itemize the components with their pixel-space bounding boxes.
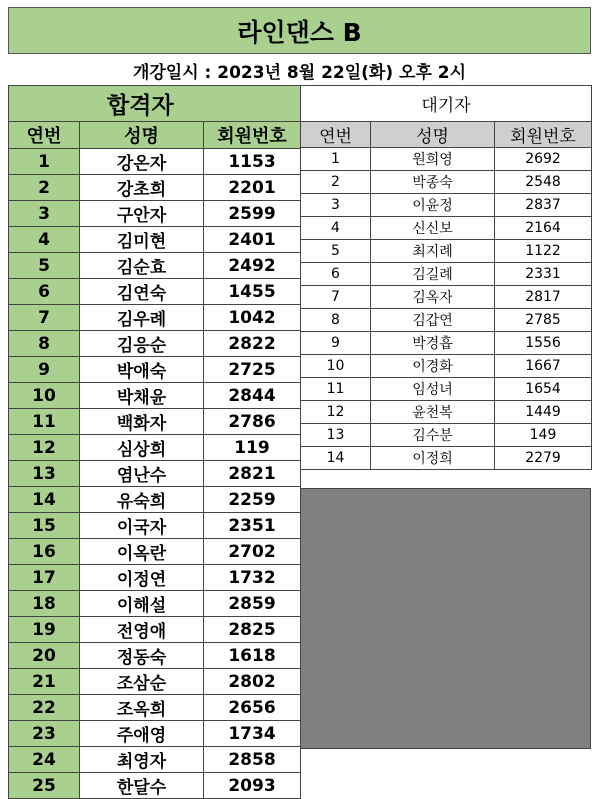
accepted-row <box>9 149 301 175</box>
accepted-cell-no: 10 <box>9 383 80 409</box>
accepted-row <box>9 201 301 227</box>
waitlist-cell-member-id: 1667 <box>495 355 592 378</box>
accepted-row <box>9 513 301 539</box>
waitlist-cell-name: 이정희 <box>371 447 495 470</box>
accepted-cell-name: 조삼순 <box>80 669 204 695</box>
accepted-header-member-id: 회원번호 <box>204 122 301 149</box>
waitlist-cell-name: 원희영 <box>371 148 495 171</box>
accepted-cell-no: 20 <box>9 643 80 669</box>
accepted-cell-member-id: 2725 <box>204 357 301 383</box>
accepted-cell-member-id: 2492 <box>204 253 301 279</box>
accepted-cell-no: 13 <box>9 461 80 487</box>
accepted-cell-name: 조옥희 <box>80 695 204 721</box>
waitlist-cell-no: 9 <box>301 332 371 355</box>
accepted-row <box>9 695 301 721</box>
waitlist-row <box>301 286 592 309</box>
waitlist-cell-name: 이윤정 <box>371 194 495 217</box>
waitlist-cell-no: 14 <box>301 447 371 470</box>
waitlist-row <box>301 378 592 401</box>
accepted-cell-no: 14 <box>9 487 80 513</box>
accepted-section-label: 합격자 <box>9 86 301 122</box>
accepted-row <box>9 279 301 305</box>
accepted-cell-member-id: 2351 <box>204 513 301 539</box>
accepted-cell-no: 6 <box>9 279 80 305</box>
accepted-cell-no: 2 <box>9 175 80 201</box>
accepted-row <box>9 435 301 461</box>
accepted-cell-member-id: 1618 <box>204 643 301 669</box>
accepted-cell-member-id: 2093 <box>204 773 301 799</box>
accepted-cell-member-id: 2859 <box>204 591 301 617</box>
accepted-cell-name: 염난수 <box>80 461 204 487</box>
accepted-row <box>9 539 301 565</box>
accepted-cell-no: 25 <box>9 773 80 799</box>
waitlist-row <box>301 447 592 470</box>
accepted-row <box>9 591 301 617</box>
waitlist-cell-name: 김옥자 <box>371 286 495 309</box>
waitlist-cell-name: 김길례 <box>371 263 495 286</box>
accepted-cell-name: 심상희 <box>80 435 204 461</box>
waitlist-cell-no: 8 <box>301 309 371 332</box>
accepted-cell-no: 5 <box>9 253 80 279</box>
waitlist-cell-no: 3 <box>301 194 371 217</box>
accepted-cell-name: 백화자 <box>80 409 204 435</box>
accepted-cell-no: 1 <box>9 149 80 175</box>
waitlist-cell-name: 김갑연 <box>371 309 495 332</box>
accepted-row <box>9 669 301 695</box>
accepted-cell-name: 유숙희 <box>80 487 204 513</box>
waitlist-section-label: 대기자 <box>301 86 592 122</box>
accepted-cell-no: 3 <box>9 201 80 227</box>
page-title: 라인댄스 B <box>8 7 591 54</box>
waitlist-cell-member-id: 1449 <box>495 401 592 424</box>
accepted-cell-member-id: 2702 <box>204 539 301 565</box>
accepted-cell-no: 23 <box>9 721 80 747</box>
accepted-cell-member-id: 2401 <box>204 227 301 253</box>
accepted-cell-no: 19 <box>9 617 80 643</box>
waitlist-cell-name: 박경흡 <box>371 332 495 355</box>
waitlist-cell-member-id: 149 <box>495 424 592 447</box>
accepted-header-no: 연번 <box>9 122 80 149</box>
waitlist-cell-member-id: 1556 <box>495 332 592 355</box>
waitlist-cell-member-id: 2785 <box>495 309 592 332</box>
waitlist-cell-member-id: 1122 <box>495 240 592 263</box>
waitlist-row <box>301 194 592 217</box>
accepted-cell-name: 김미현 <box>80 227 204 253</box>
accepted-cell-member-id: 2656 <box>204 695 301 721</box>
accepted-cell-no: 21 <box>9 669 80 695</box>
waitlist-cell-no: 10 <box>301 355 371 378</box>
accepted-cell-member-id: 1153 <box>204 149 301 175</box>
accepted-cell-member-id: 2786 <box>204 409 301 435</box>
accepted-row <box>9 461 301 487</box>
accepted-cell-member-id: 1734 <box>204 721 301 747</box>
accepted-cell-member-id: 2858 <box>204 747 301 773</box>
waitlist-header-no: 연번 <box>301 122 371 148</box>
accepted-cell-member-id: 119 <box>204 435 301 461</box>
waitlist-cell-member-id: 2331 <box>495 263 592 286</box>
accepted-row <box>9 357 301 383</box>
waitlist-cell-member-id: 2817 <box>495 286 592 309</box>
waitlist-row <box>301 355 592 378</box>
accepted-cell-name: 구안자 <box>80 201 204 227</box>
waitlist-cell-name: 최지례 <box>371 240 495 263</box>
waitlist-cell-member-id: 2548 <box>495 171 592 194</box>
accepted-cell-no: 9 <box>9 357 80 383</box>
accepted-cell-name: 이국자 <box>80 513 204 539</box>
waitlist-cell-no: 12 <box>301 401 371 424</box>
accepted-cell-name: 김연숙 <box>80 279 204 305</box>
accepted-cell-name: 주애영 <box>80 721 204 747</box>
waitlist-cell-name: 이경화 <box>371 355 495 378</box>
accepted-cell-member-id: 2825 <box>204 617 301 643</box>
accepted-cell-name: 강온자 <box>80 149 204 175</box>
waitlist-cell-no: 4 <box>301 217 371 240</box>
accepted-row <box>9 331 301 357</box>
waitlist-cell-name: 신신보 <box>371 217 495 240</box>
waitlist-cell-no: 2 <box>301 171 371 194</box>
waitlist-cell-name: 박종숙 <box>371 171 495 194</box>
waitlist-row <box>301 424 592 447</box>
waitlist-cell-name: 윤천복 <box>371 401 495 424</box>
accepted-cell-name: 김우례 <box>80 305 204 331</box>
empty-waitlist-area <box>300 488 591 749</box>
accepted-header-name: 성명 <box>80 122 204 149</box>
accepted-row <box>9 721 301 747</box>
accepted-row <box>9 617 301 643</box>
accepted-cell-member-id: 1042 <box>204 305 301 331</box>
accepted-cell-member-id: 2599 <box>204 201 301 227</box>
accepted-cell-member-id: 2201 <box>204 175 301 201</box>
accepted-row <box>9 773 301 799</box>
accepted-cell-no: 12 <box>9 435 80 461</box>
accepted-cell-no: 16 <box>9 539 80 565</box>
accepted-cell-name: 강초희 <box>80 175 204 201</box>
waitlist-row <box>301 171 592 194</box>
waitlist-cell-member-id: 1654 <box>495 378 592 401</box>
waitlist-cell-member-id: 2837 <box>495 194 592 217</box>
accepted-cell-member-id: 2259 <box>204 487 301 513</box>
accepted-cell-member-id: 2844 <box>204 383 301 409</box>
accepted-cell-no: 18 <box>9 591 80 617</box>
accepted-cell-name: 정동숙 <box>80 643 204 669</box>
accepted-row <box>9 253 301 279</box>
waitlist-row <box>301 401 592 424</box>
waitlist-cell-member-id: 2692 <box>495 148 592 171</box>
accepted-cell-no: 24 <box>9 747 80 773</box>
waitlist-cell-name: 임성녀 <box>371 378 495 401</box>
accepted-row <box>9 409 301 435</box>
accepted-cell-no: 11 <box>9 409 80 435</box>
accepted-cell-name: 이해설 <box>80 591 204 617</box>
waitlist-table <box>300 85 592 470</box>
accepted-cell-no: 7 <box>9 305 80 331</box>
accepted-cell-member-id: 1455 <box>204 279 301 305</box>
accepted-cell-name: 이정연 <box>80 565 204 591</box>
accepted-cell-member-id: 2822 <box>204 331 301 357</box>
accepted-row <box>9 643 301 669</box>
waitlist-cell-name: 김수분 <box>371 424 495 447</box>
waitlist-row <box>301 332 592 355</box>
waitlist-header-name: 성명 <box>371 122 495 148</box>
accepted-cell-member-id: 1732 <box>204 565 301 591</box>
accepted-cell-no: 8 <box>9 331 80 357</box>
waitlist-cell-no: 1 <box>301 148 371 171</box>
class-schedule: 개강일시 : 2023년 8월 22일(화) 오후 2시 <box>132 62 467 83</box>
waitlist-cell-no: 5 <box>301 240 371 263</box>
accepted-cell-name: 김응순 <box>80 331 204 357</box>
accepted-row <box>9 305 301 331</box>
waitlist-row <box>301 148 592 171</box>
accepted-row <box>9 175 301 201</box>
accepted-cell-member-id: 2821 <box>204 461 301 487</box>
waitlist-row <box>301 263 592 286</box>
waitlist-row <box>301 240 592 263</box>
waitlist-row <box>301 309 592 332</box>
waitlist-cell-no: 13 <box>301 424 371 447</box>
waitlist-header-member-id: 회원번호 <box>495 122 592 148</box>
accepted-row <box>9 383 301 409</box>
waitlist-cell-member-id: 2164 <box>495 217 592 240</box>
accepted-cell-name: 한달수 <box>80 773 204 799</box>
waitlist-cell-no: 11 <box>301 378 371 401</box>
accepted-cell-name: 최영자 <box>80 747 204 773</box>
accepted-cell-no: 17 <box>9 565 80 591</box>
accepted-cell-member-id: 2802 <box>204 669 301 695</box>
accepted-cell-name: 이옥란 <box>80 539 204 565</box>
accepted-cell-no: 15 <box>9 513 80 539</box>
waitlist-cell-member-id: 2279 <box>495 447 592 470</box>
accepted-cell-no: 4 <box>9 227 80 253</box>
accepted-row <box>9 227 301 253</box>
waitlist-cell-no: 7 <box>301 286 371 309</box>
accepted-row <box>9 487 301 513</box>
accepted-cell-name: 박채윤 <box>80 383 204 409</box>
waitlist-cell-no: 6 <box>301 263 371 286</box>
accepted-cell-name: 김순효 <box>80 253 204 279</box>
accepted-row <box>9 747 301 773</box>
accepted-cell-name: 박애숙 <box>80 357 204 383</box>
waitlist-row <box>301 217 592 240</box>
accepted-cell-no: 22 <box>9 695 80 721</box>
accepted-table <box>8 85 301 799</box>
accepted-cell-name: 전영애 <box>80 617 204 643</box>
accepted-row <box>9 565 301 591</box>
